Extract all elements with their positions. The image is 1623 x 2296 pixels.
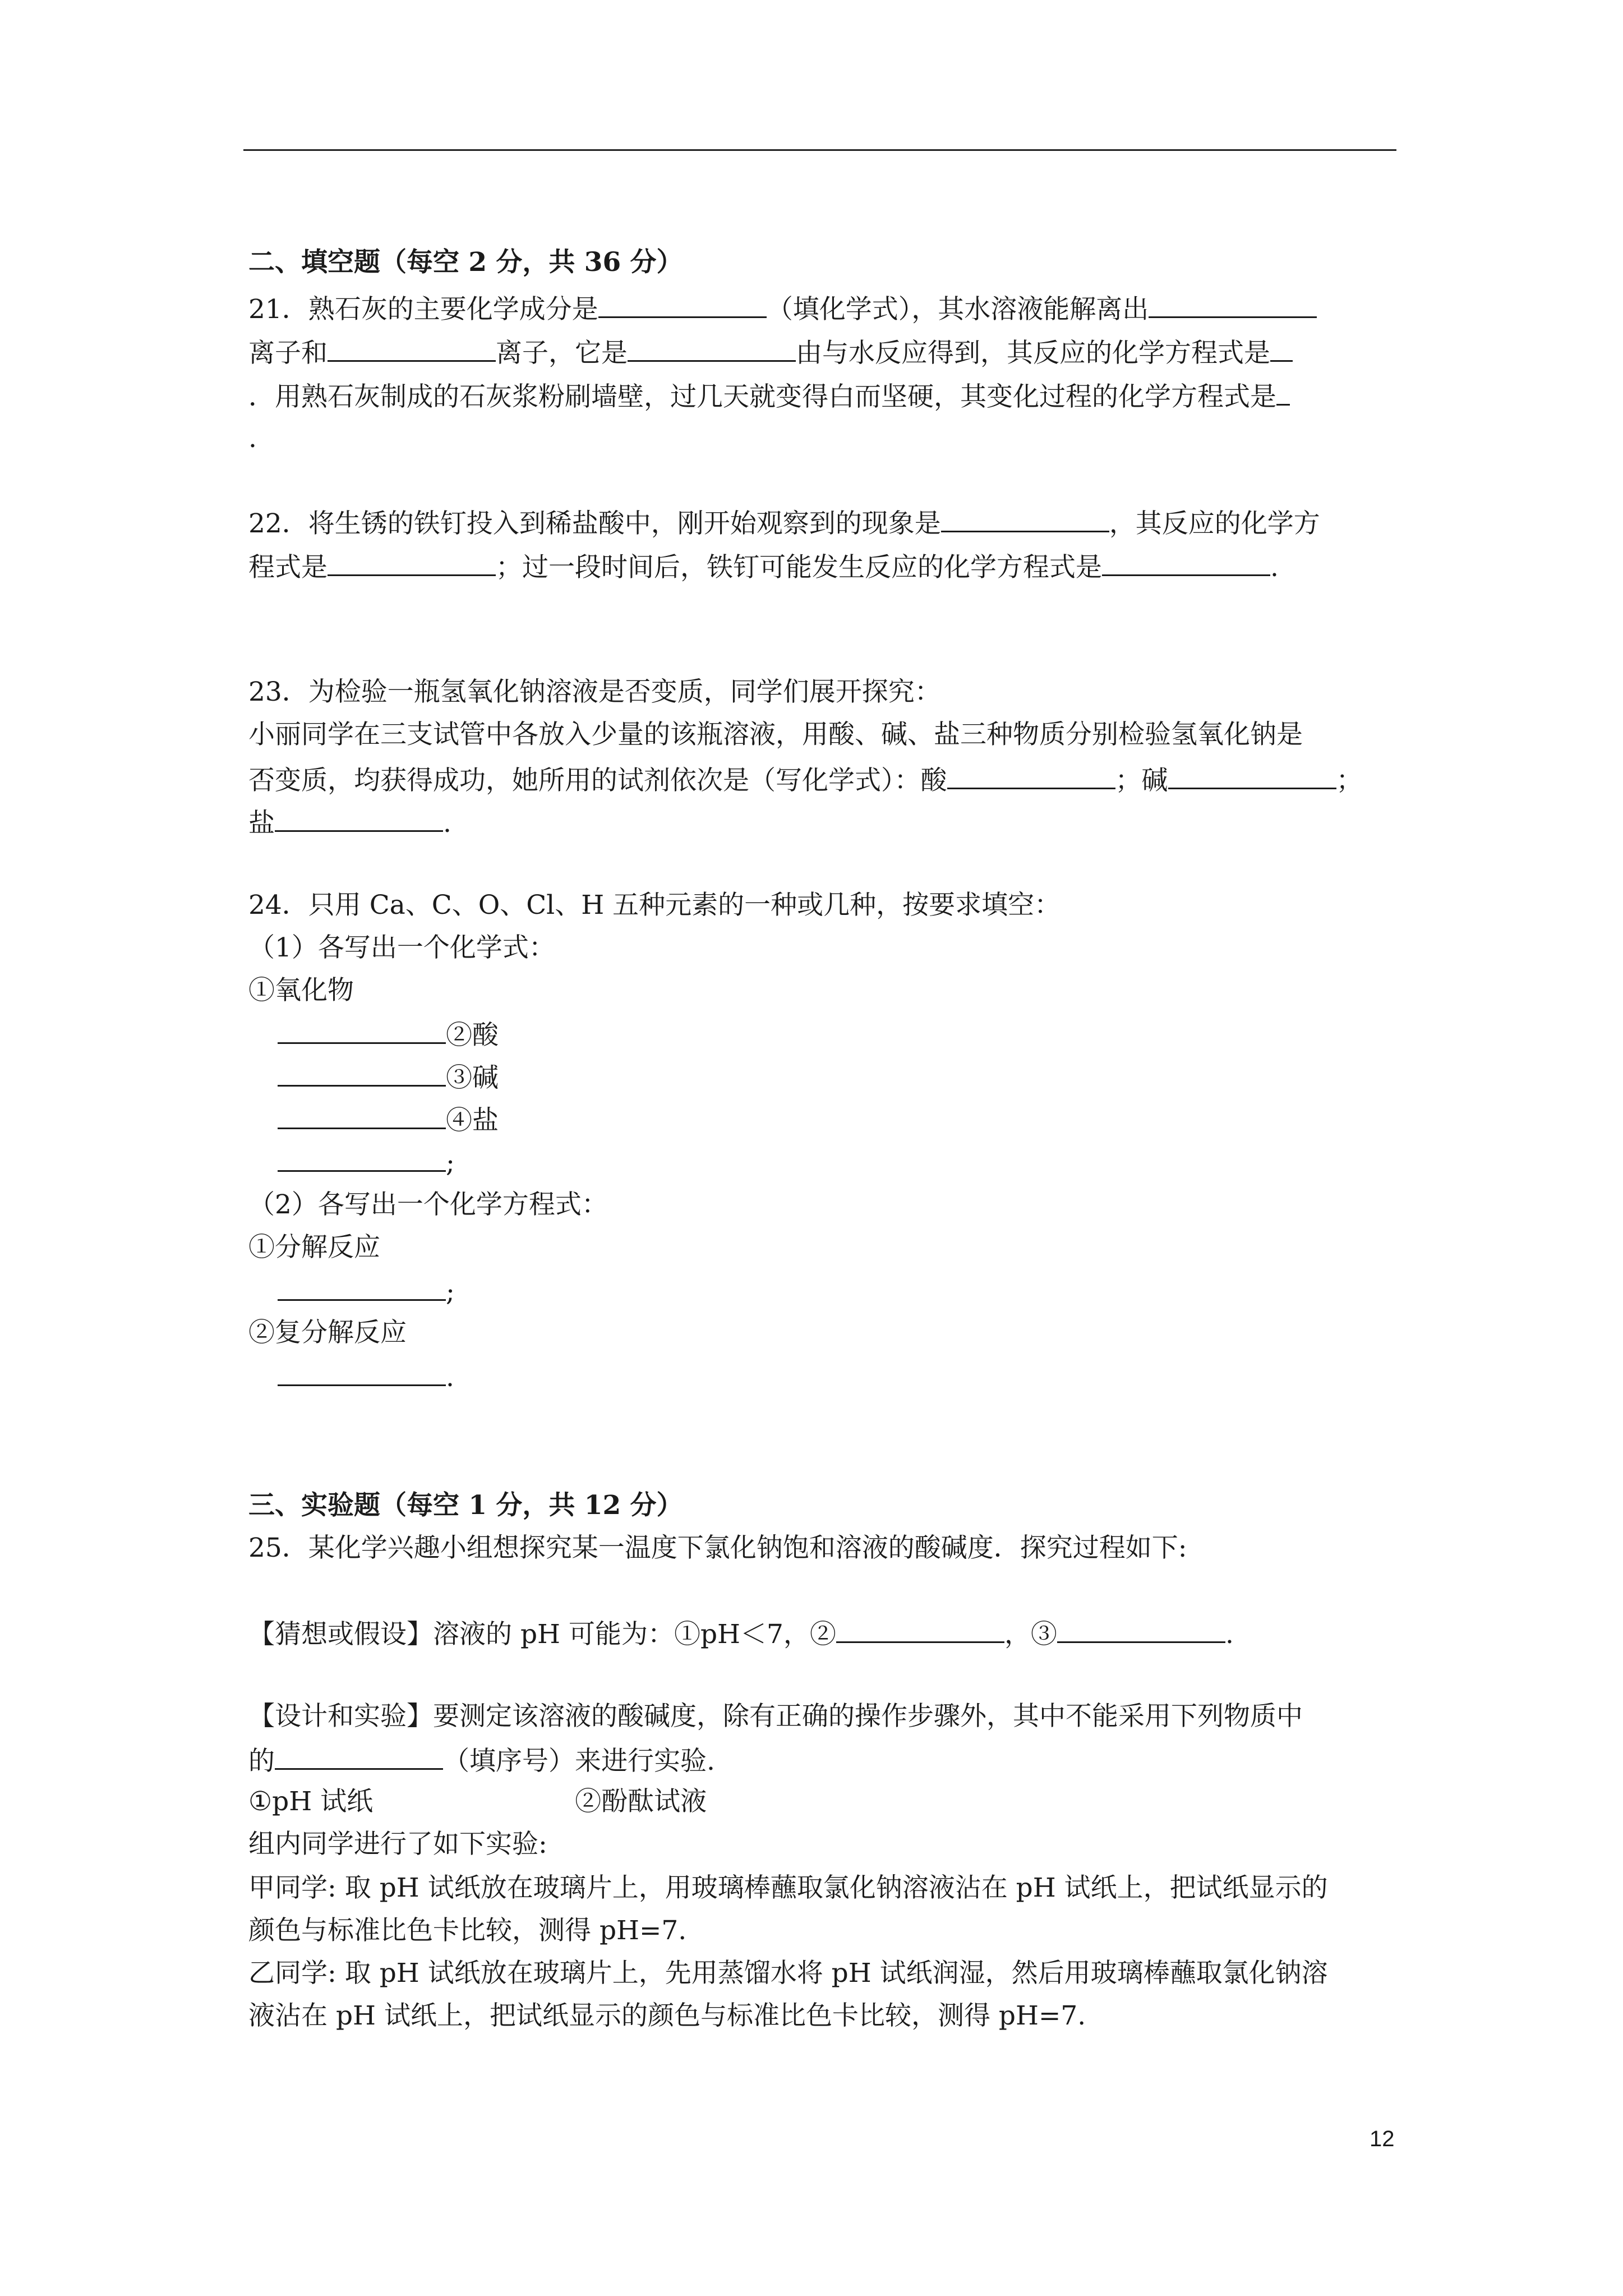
page-number: 12 bbox=[1370, 2127, 1395, 2151]
answer-blank[interactable] bbox=[1149, 291, 1317, 318]
header-rule bbox=[243, 149, 1396, 151]
answer-blank[interactable] bbox=[278, 1102, 446, 1129]
answer-blank[interactable] bbox=[628, 334, 796, 362]
q24-salt-answer-row: ; bbox=[278, 1144, 455, 1180]
q24-decomposition: ①分解反应 bbox=[248, 1232, 380, 1263]
q25-design-line2: 的 （填序号）来进行实验. bbox=[248, 1742, 715, 1778]
q23-line2: 小丽同学在三支试管中各放入少量的该瓶溶液，用酸、碱、盐三种物质分别检验氢氧化钠是 bbox=[248, 719, 1303, 750]
answer-blank[interactable] bbox=[328, 334, 496, 362]
answer-blank[interactable] bbox=[947, 762, 1115, 789]
q25-yi-line1: 乙同学: 取 pH 试纸放在玻璃片上，先用蒸馏水将 pH 试纸润湿，然后用玻璃棒蘸取氯化钠溶 bbox=[248, 1958, 1328, 1989]
q24-salt-row: ④盐 bbox=[278, 1102, 499, 1138]
answer-blank[interactable] bbox=[278, 1273, 446, 1301]
q24-base-row: ③碱 bbox=[278, 1059, 499, 1095]
answer-blank[interactable] bbox=[1276, 378, 1290, 406]
answer-blank[interactable] bbox=[836, 1616, 1004, 1643]
answer-blank[interactable] bbox=[275, 804, 443, 832]
q21-line2: 离子和 离子，它是 由与水反应得到，其反应的化学方程式是 bbox=[248, 334, 1293, 370]
q25-jia-line1: 甲同学: 取 pH 试纸放在玻璃片上，用玻璃棒蘸取氯化钠溶液沾在 pH 试纸上，把试纸显示的 bbox=[248, 1872, 1328, 1903]
q21-line4: . bbox=[248, 423, 257, 454]
q25-line1: 25．某化学兴趣小组想探究某一温度下氯化钠饱和溶液的酸碱度．探究过程如下: bbox=[248, 1533, 1187, 1563]
answer-blank[interactable] bbox=[941, 505, 1109, 532]
q23-line1: 23．为检验一瓶氢氧化钠溶液是否变质，同学们展开探究： bbox=[248, 677, 941, 707]
q25-group: 组内同学进行了如下实验: bbox=[248, 1829, 547, 1860]
answer-blank[interactable] bbox=[598, 291, 767, 318]
q25-design-line1: 【设计和实验】要测定该溶液的酸碱度，除有正确的操作步骤外，其中不能采用下列物质中 bbox=[248, 1701, 1303, 1732]
answer-blank[interactable] bbox=[1102, 549, 1270, 576]
section2-heading: 二、填空题（每空 2 分，共 36 分） bbox=[248, 247, 683, 278]
q23-line3: 否变质，均获得成功，她所用的试剂依次是（写化学式）：酸 ；碱 ； bbox=[248, 762, 1363, 798]
answer-blank[interactable] bbox=[278, 1016, 446, 1044]
section3-heading: 三、实验题（每空 1 分，共 12 分） bbox=[248, 1490, 683, 1521]
q22-line1: 22．将生锈的铁钉投入到稀盐酸中，刚开始观察到的现象是 ，其反应的化学方 bbox=[248, 505, 1320, 541]
q25-yi-line2: 液沾在 pH 试纸上，把试纸显示的颜色与标准比色卡比较，测得 pH=7. bbox=[248, 2000, 1086, 2031]
answer-blank[interactable] bbox=[1057, 1616, 1225, 1643]
answer-blank[interactable] bbox=[1270, 334, 1293, 362]
q25-jia-line2: 颜色与标准比色卡比较，测得 pH=7. bbox=[248, 1915, 687, 1946]
answer-blank[interactable] bbox=[278, 1359, 446, 1386]
q24-part2: （2）各写出一个化学方程式： bbox=[248, 1189, 608, 1220]
q24-acid-row: ②酸 bbox=[278, 1016, 499, 1052]
q24-decomposition-answer-row: ; bbox=[278, 1273, 455, 1309]
q24-oxide: ①氧化物 bbox=[248, 975, 354, 1006]
q22-line2: 程式是 ；过一段时间后，铁钉可能发生反应的化学方程式是 . bbox=[248, 549, 1279, 585]
q21-line3: ．用熟石灰制成的石灰浆粉刷墙壁，过几天就变得白而坚硬，其变化过程的化学方程式是 bbox=[248, 378, 1290, 414]
answer-blank[interactable] bbox=[278, 1059, 446, 1087]
q24-part1: （1）各写出一个化学式： bbox=[248, 932, 555, 963]
answer-blank[interactable] bbox=[275, 1742, 443, 1770]
q25-hypothesis: 【猜想或假设】溶液的 pH 可能为：①pH＜7，② ，③ . bbox=[248, 1616, 1234, 1651]
q24-double-decomposition-answer-row: . bbox=[278, 1359, 454, 1395]
answer-blank[interactable] bbox=[278, 1144, 446, 1172]
q23-line4: 盐 . bbox=[248, 804, 451, 840]
q25-options: ①pH 试纸 ②酚酞试液 bbox=[248, 1786, 707, 1817]
q24-double-decomposition: ②复分解反应 bbox=[248, 1317, 407, 1348]
answer-blank[interactable] bbox=[1168, 762, 1336, 789]
answer-blank[interactable] bbox=[328, 549, 496, 576]
q24-line1: 24．只用 Ca、C、O、Cl、H 五种元素的一种或几种，按要求填空： bbox=[248, 890, 1061, 921]
q21-line1: 21．熟石灰的主要化学成分是 （填化学式），其水溶液能解离出 bbox=[248, 291, 1317, 326]
